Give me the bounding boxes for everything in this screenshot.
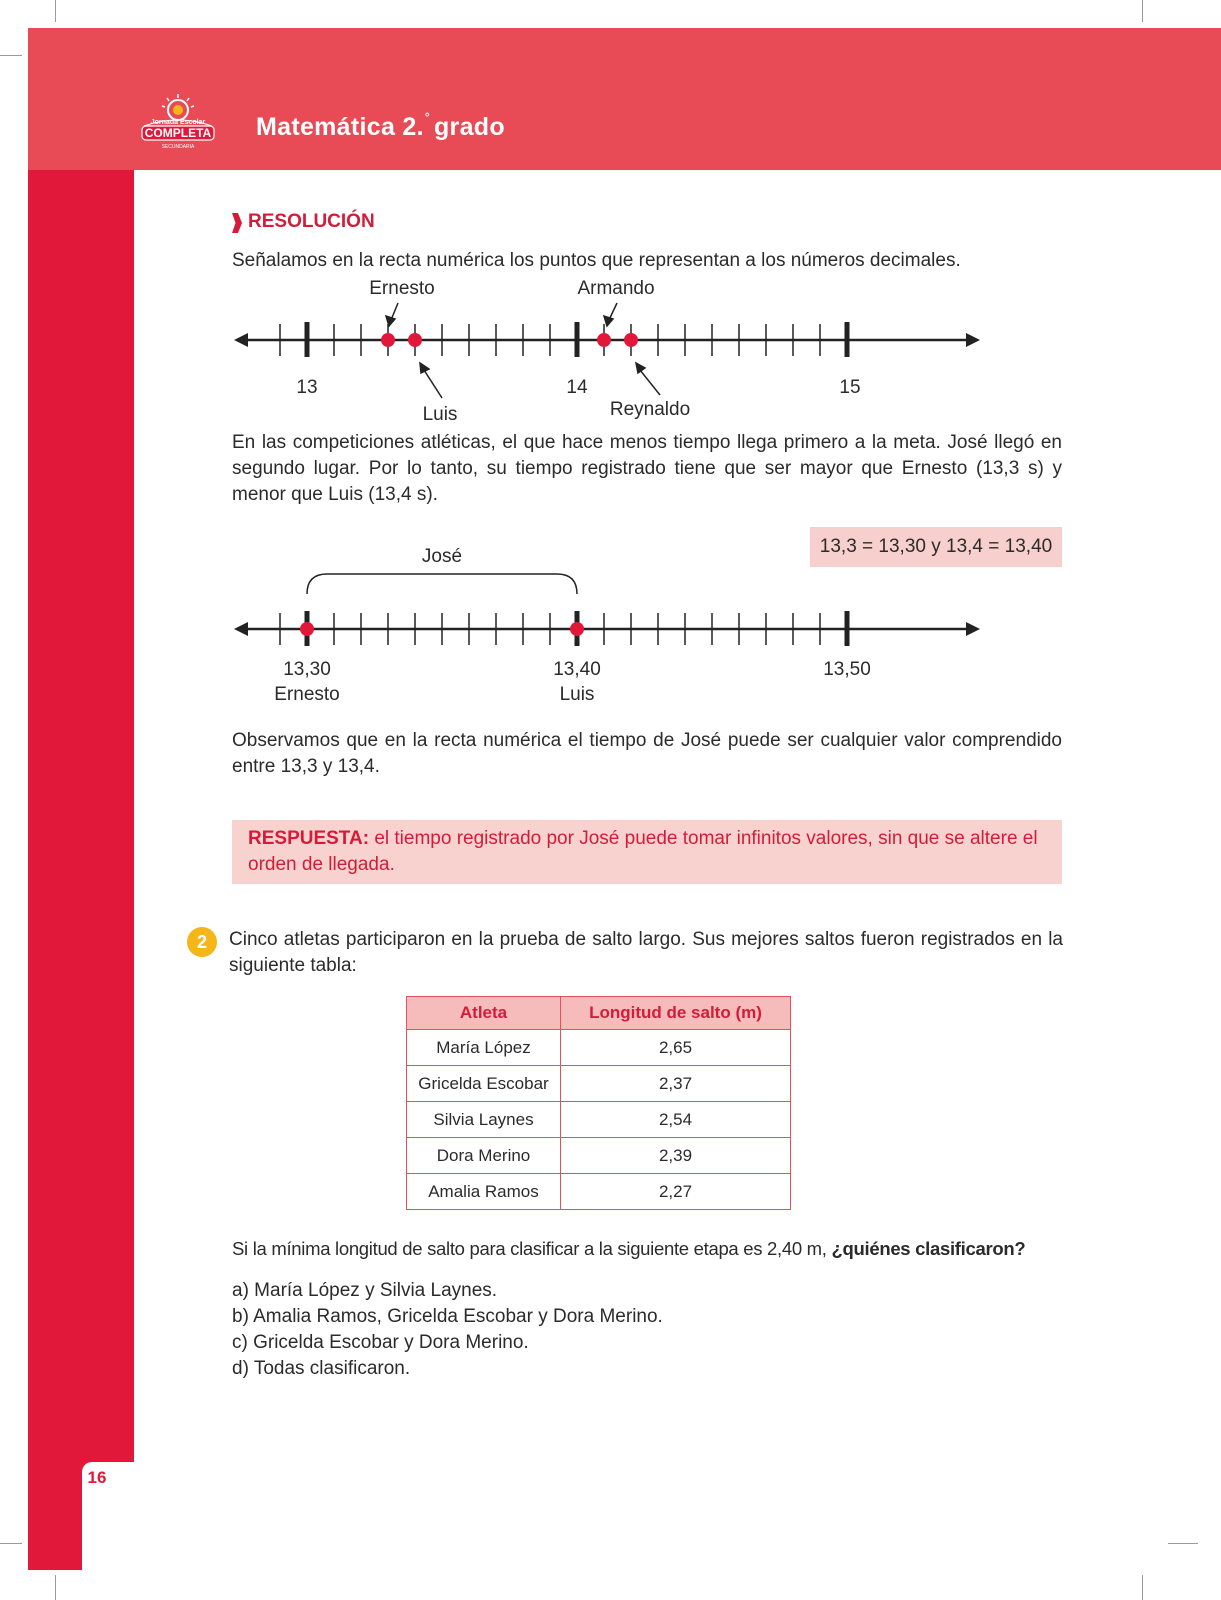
logo-line1: Jornada Escolar [150,119,206,126]
table-row: Amalia Ramos 2,27 [407,1174,791,1210]
table-row: Gricelda Escobar 2,37 [407,1066,791,1102]
option-c[interactable]: c) Gricelda Escobar y Dora Merino. [232,1332,529,1353]
answer-text: RESPUESTA: el tiempo registrado por José puede tomar infinitos valores, sin que se altere el orden de llegada. [248,828,1038,875]
tick-label-15: 15 [839,377,861,398]
table-row: Dora Merino 2,39 [407,1138,791,1174]
jump-table [406,996,791,1210]
question-number-badge: 2 [187,927,217,957]
number-line-2 [0,0,1221,720]
equivalence-box: 13,3 = 13,30 y 13,4 = 13,40 [810,527,1062,567]
label-jose: José [421,546,463,567]
option-a[interactable]: a) María López y Silvia Laynes. [232,1280,498,1301]
crop-mark [1168,1543,1198,1544]
tick-label-14: 14 [566,377,588,398]
question-prompt: Si la mínima longitud de salto para clasificar a la siguiente etapa es 2,40 m, ¿quiénes clasificaron? [232,1238,1026,1259]
section-title: RESOLUCIÓN [248,211,375,232]
label-armando: Armando [577,278,655,299]
option-b[interactable]: b) Amalia Ramos, Gricelda Escobar y Dora Merino. [232,1306,663,1327]
crop-mark [0,1543,22,1544]
page-number: 16 [87,1468,107,1487]
name-ernesto: Ernesto [274,684,340,705]
point-1340 [570,622,584,636]
table-header-length: Longitud de salto (m) [561,997,791,1030]
explanation-text: En las competiciones atléticas, el que hace menos tiempo llega primero a la meta. José llegó en segundo lugar. Por lo tanto, su tiempo registrado tiene que ser mayor que Ernesto (13,3 s) y menor que Luis (13,4 s). [232,432,1062,505]
tick-label-13: 13 [296,377,318,398]
option-d[interactable]: d) Todas clasificaron. [232,1358,411,1379]
logo-line2: COMPLETA [144,126,212,140]
question-text: Cinco atletas participaron en la prueba de salto largo. Sus mejores saltos fueron registrados en la siguiente tabla: [229,929,1063,976]
crop-mark [1142,1575,1143,1600]
label-reynaldo: Reynaldo [609,399,691,420]
tick-label-1330: 13,30 [283,659,331,680]
table-header-athlete: Atleta [407,997,561,1030]
table-row: María López 2,65 [407,1030,791,1066]
logo-line3: SECUNDARIA [161,144,195,150]
header-title: Matemática 2.° grado [256,110,505,141]
observation-text: Observamos que en la recta numérica el tiempo de José puede ser cualquier valor comprendido entre 13,3 y 13,4. [232,730,1062,777]
name-luis: Luis [559,684,595,705]
tick-label-1340: 13,40 [553,659,601,680]
label-luis: Luis [422,404,458,425]
label-ernesto: Ernesto [369,278,435,299]
crop-mark [55,1575,56,1600]
intro-text: Señalamos en la recta numérica los puntos que representan a los números decimales. [232,250,961,271]
tick-label-1350: 13,50 [823,659,871,680]
table-row: Silvia Laynes 2,54 [407,1102,791,1138]
point-1330 [300,622,314,636]
